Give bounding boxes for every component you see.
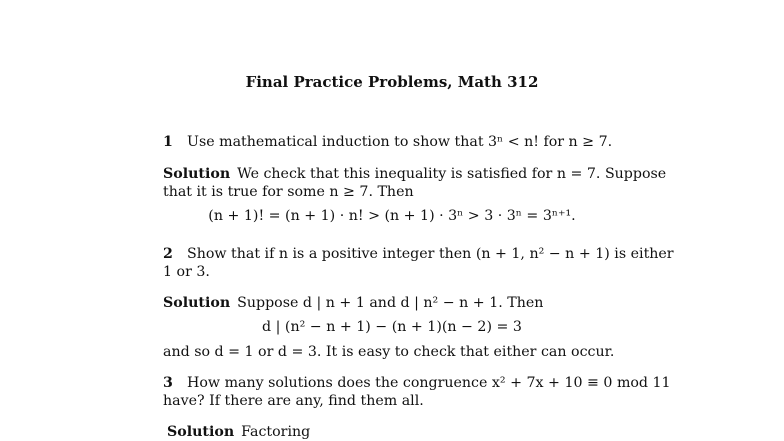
solution-label: Solution — [163, 295, 231, 311]
problem-3-statement — [163, 374, 671, 392]
problem-2-number: 2 — [163, 246, 173, 262]
solution-2-conclusion: and so d = 1 or d = 3. It is easy to check that either can occur. — [163, 344, 615, 360]
problem-1-text: Use mathematical induction to show that 3ⁿ < n! for n ≥ 7. — [187, 134, 613, 150]
solution-1-line-2: that it is true for some n ≥ 7. Then — [163, 184, 414, 200]
problem-2-text-line-1: Show that if n is a positive integer then (n + 1, n² − n + 1) is either — [187, 246, 674, 262]
solution-1-line-1: We check that this inequality is satisfied for n = 7. Suppose — [237, 166, 667, 182]
problem-1-number: 1 — [163, 134, 173, 150]
solution-2-line-1: Suppose d | n + 1 and d | n² − n + 1. Then — [237, 295, 544, 311]
solution-1-display-equation: (n + 1)! = (n + 1) · n! > (n + 1) · 3ⁿ > 3 · 3ⁿ = 3ⁿ⁺¹. — [208, 208, 576, 224]
problem-2-text-line-2: 1 or 3. — [163, 264, 210, 280]
problem-3-text-line-2: have? If there are any, find them all. — [163, 393, 424, 409]
problem-1-solution — [163, 165, 666, 183]
solution-label: Solution — [167, 424, 235, 440]
solution-2-display-equation: d | (n² − n + 1) − (n + 1)(n − 2) = 3 — [262, 319, 522, 335]
problem-3-solution — [167, 423, 310, 441]
problem-2-statement — [163, 245, 674, 263]
page-title: Final Practice Problems, Math 312 — [245, 73, 539, 91]
problem-1-statement — [163, 133, 612, 151]
problem-3-number: 3 — [163, 375, 173, 391]
problem-2-solution — [163, 294, 543, 312]
solution-label: Solution — [163, 166, 231, 182]
problem-3-text-line-1: How many solutions does the congruence x² + 7x + 10 ≡ 0 mod 11 — [187, 375, 671, 391]
solution-3-line-1: Factoring — [241, 424, 311, 440]
